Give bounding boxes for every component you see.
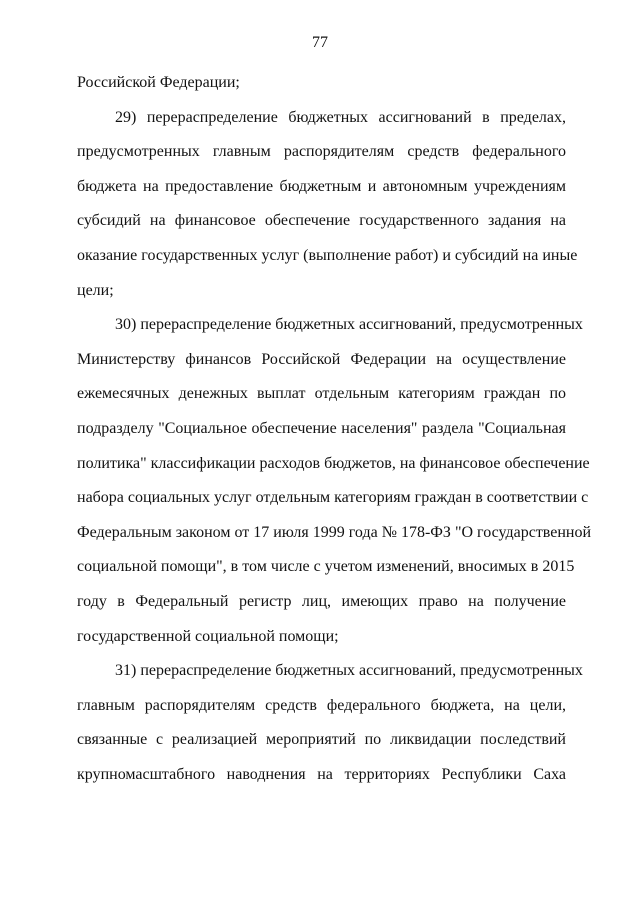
text-line: субсидий на финансовое обеспечение государственного задания на [77, 212, 566, 230]
text-line: предусмотренных главным распорядителям средств федерального [77, 143, 566, 161]
text-line: оказание государственных услуг (выполнение работ) и субсидий на иные [77, 246, 578, 264]
text-line: бюджета на предоставление бюджетным и автономным учреждениям [77, 177, 566, 195]
text-line: государственной социальной помощи; [77, 627, 339, 645]
text-line: политика" классификации расходов бюджетов, на финансовое обеспечение [77, 454, 590, 472]
text-line: крупномасштабного наводнения на территориях Республики Саха [77, 765, 566, 783]
text-line: Федеральным законом от 17 июля 1999 года № 178-ФЗ "О государственной [77, 523, 592, 541]
text-line: цели; [77, 281, 114, 299]
text-line: социальной помощи", в том числе с учетом изменений, вносимых в 2015 [77, 558, 575, 576]
text-line: связанные с реализацией мероприятий по ликвидации последствий [77, 731, 566, 749]
page-number: 77 [312, 34, 328, 51]
body-text [77, 66, 592, 792]
text-line: главным распорядителям средств федерального бюджета, на цели, [77, 696, 566, 714]
text-line: ежемесячных денежных выплат отдельным категориям граждан по [77, 385, 566, 403]
text-line: году в Федеральный регистр лиц, имеющих право на получение [77, 592, 566, 610]
text-line: Министерству финансов Российской Федерации на осуществление [77, 350, 566, 368]
text-line: Российской Федерации; [77, 74, 240, 91]
text-line: набора социальных услуг отдельным категориям граждан в соответствии с [77, 489, 589, 507]
text-line: 31) перераспределение бюджетных ассигнований, предусмотренных [115, 662, 583, 680]
text-line: 30) перераспределение бюджетных ассигнований, предусмотренных [115, 316, 583, 334]
text-line: подразделу "Социальное обеспечение населения" раздела "Социальная [77, 419, 566, 437]
text-line: 29) перераспределение бюджетных ассигнований в пределах, [115, 108, 566, 126]
